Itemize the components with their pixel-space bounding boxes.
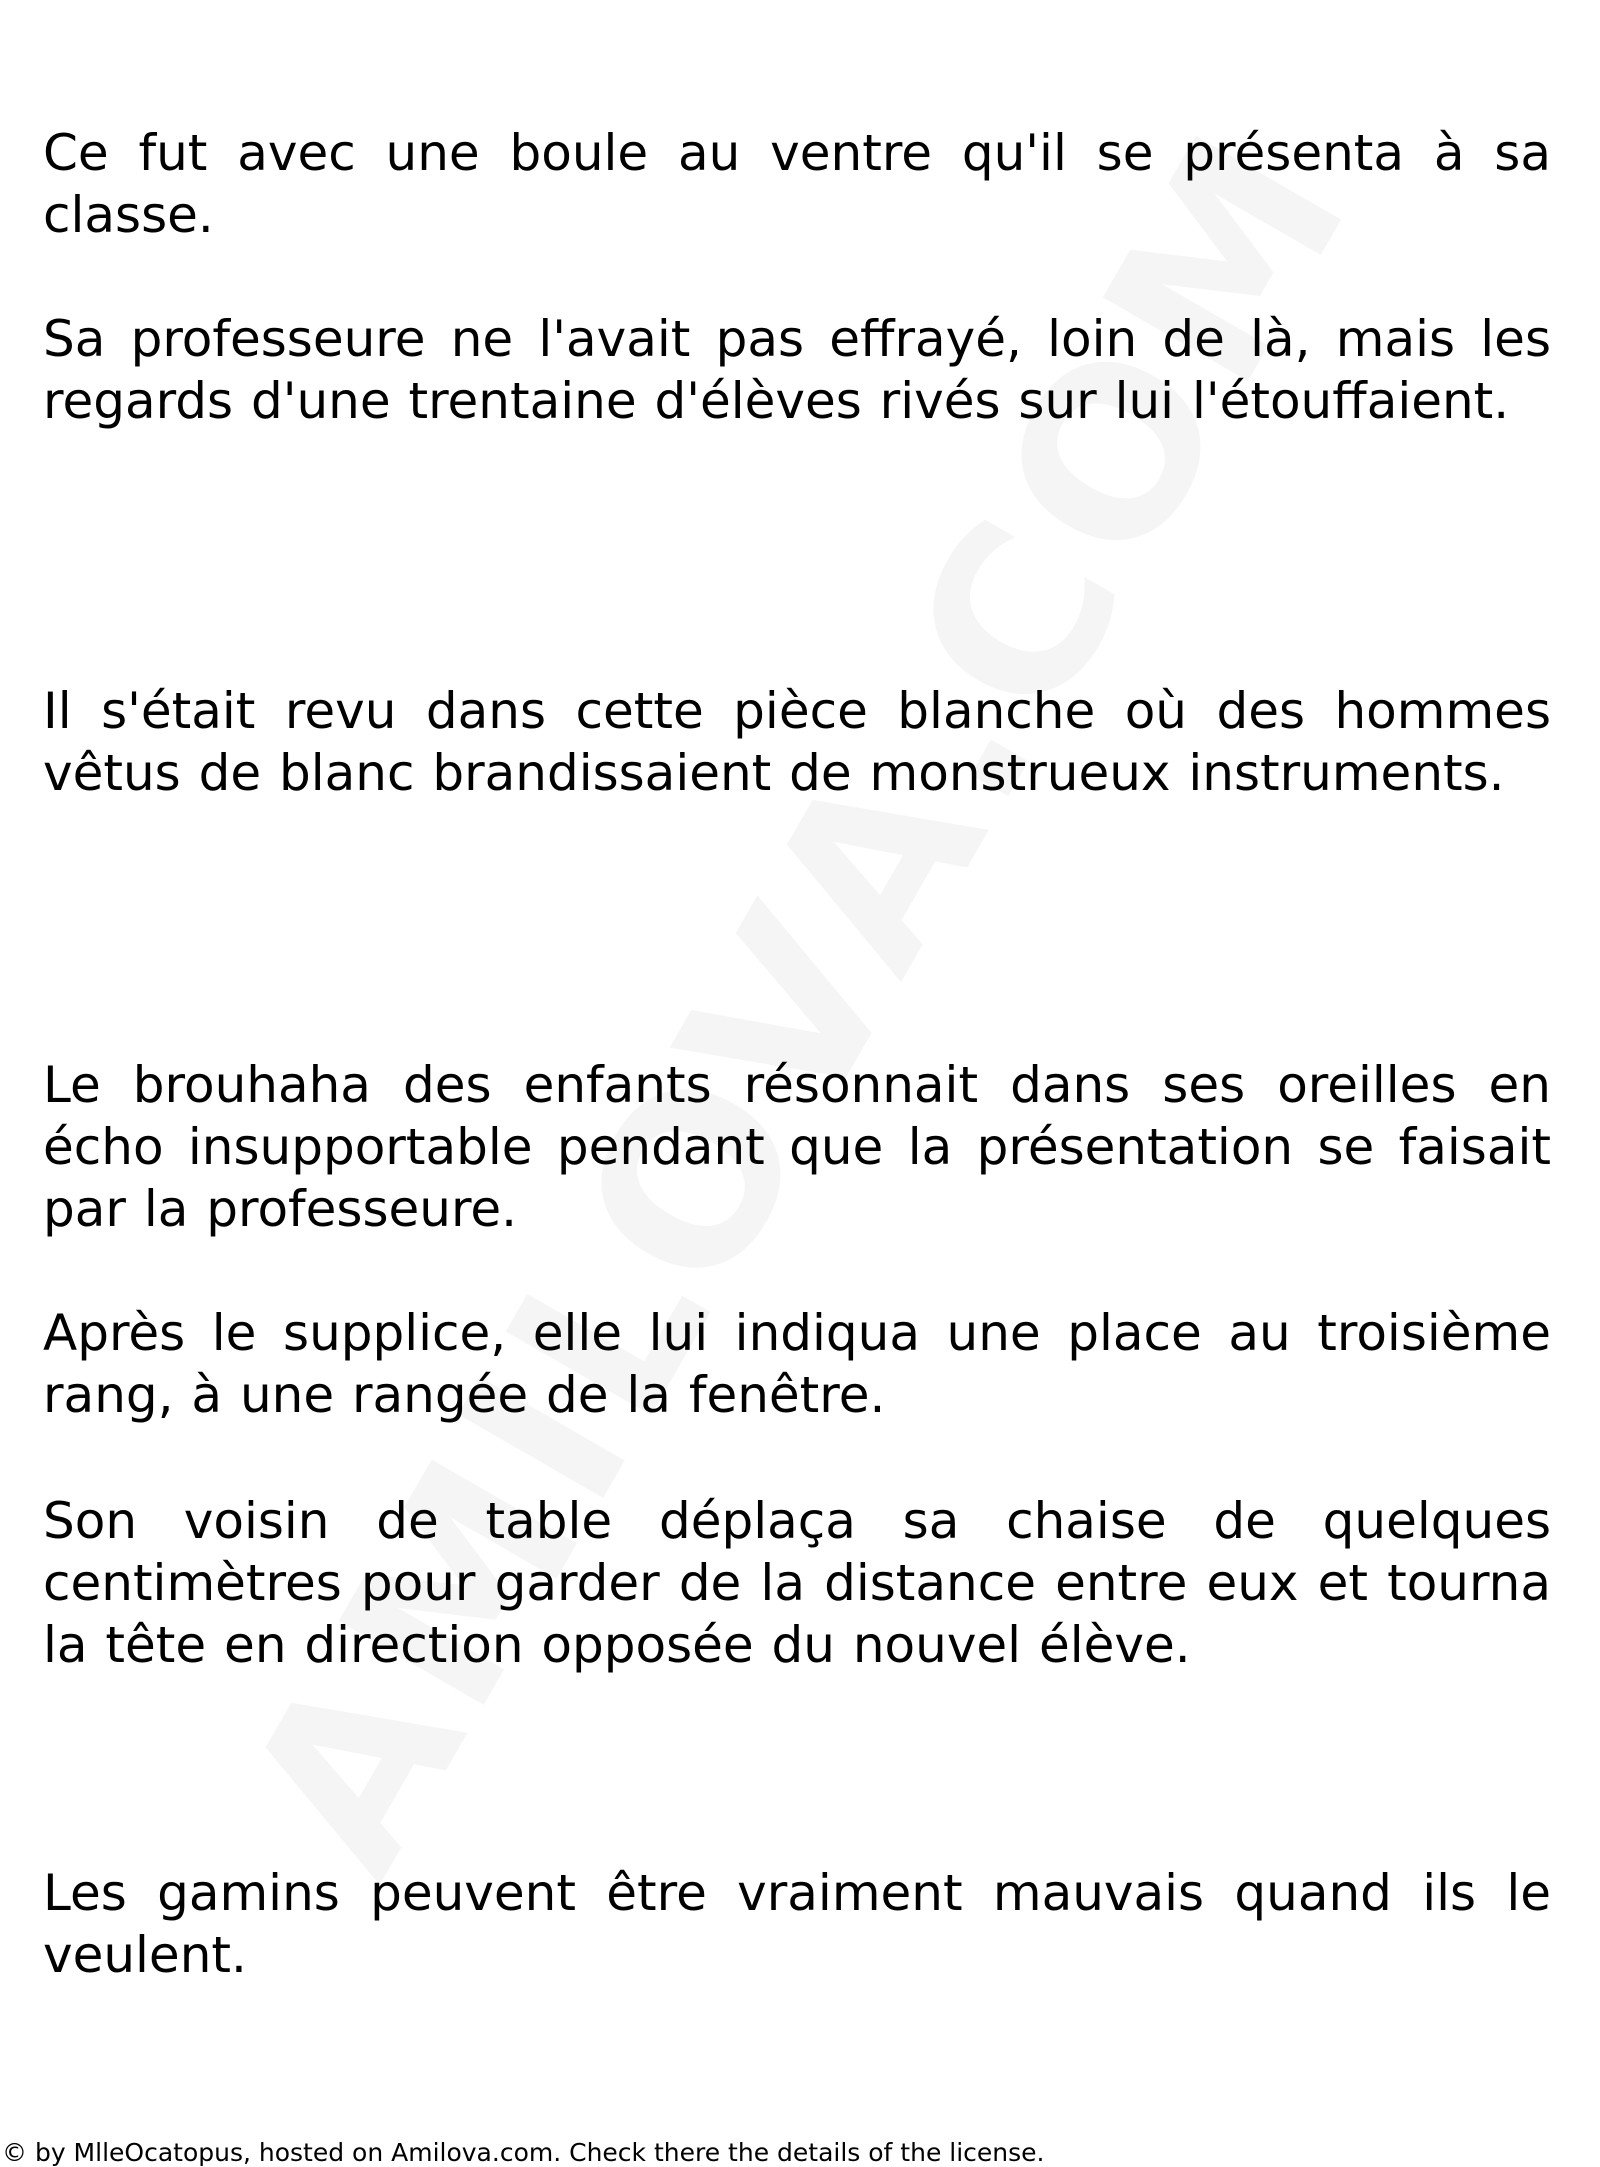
story-paragraph-1: Ce fut avec une boule au ventre qu'il se présenta à sa classe. xyxy=(43,124,1551,244)
story-paragraph-4: Le brouhaha des enfants résonnait dans ses oreilles en écho insupportable pendant que la présentation se faisait par la professeure. xyxy=(43,1056,1551,1238)
story-paragraph-7: Les gamins peuvent être vraiment mauvais quand ils le veulent. xyxy=(43,1864,1551,1984)
story-paragraph-5: Après le supplice, elle lui indiqua une place au troisième rang, à une rangée de la fenêtre. xyxy=(43,1304,1551,1424)
license-footer: © by MlleOcatopus, hosted on Amilova.com. Check there the details of the license. xyxy=(2,2138,1045,2167)
story-paragraph-3: Il s'était revu dans cette pièce blanche où des hommes vêtus de blanc brandissaient de monstrueux instruments. xyxy=(43,682,1551,802)
story-paragraph-6: Son voisin de table déplaça sa chaise de quelques centimètres pour garder de la distance entre eux et tourna la tête en direction opposée du nouvel élève. xyxy=(43,1492,1551,1674)
story-paragraph-2: Sa professeure ne l'avait pas effrayé, loin de là, mais les regards d'une trentaine d'élèves rivés sur lui l'étouffaient. xyxy=(43,310,1551,430)
